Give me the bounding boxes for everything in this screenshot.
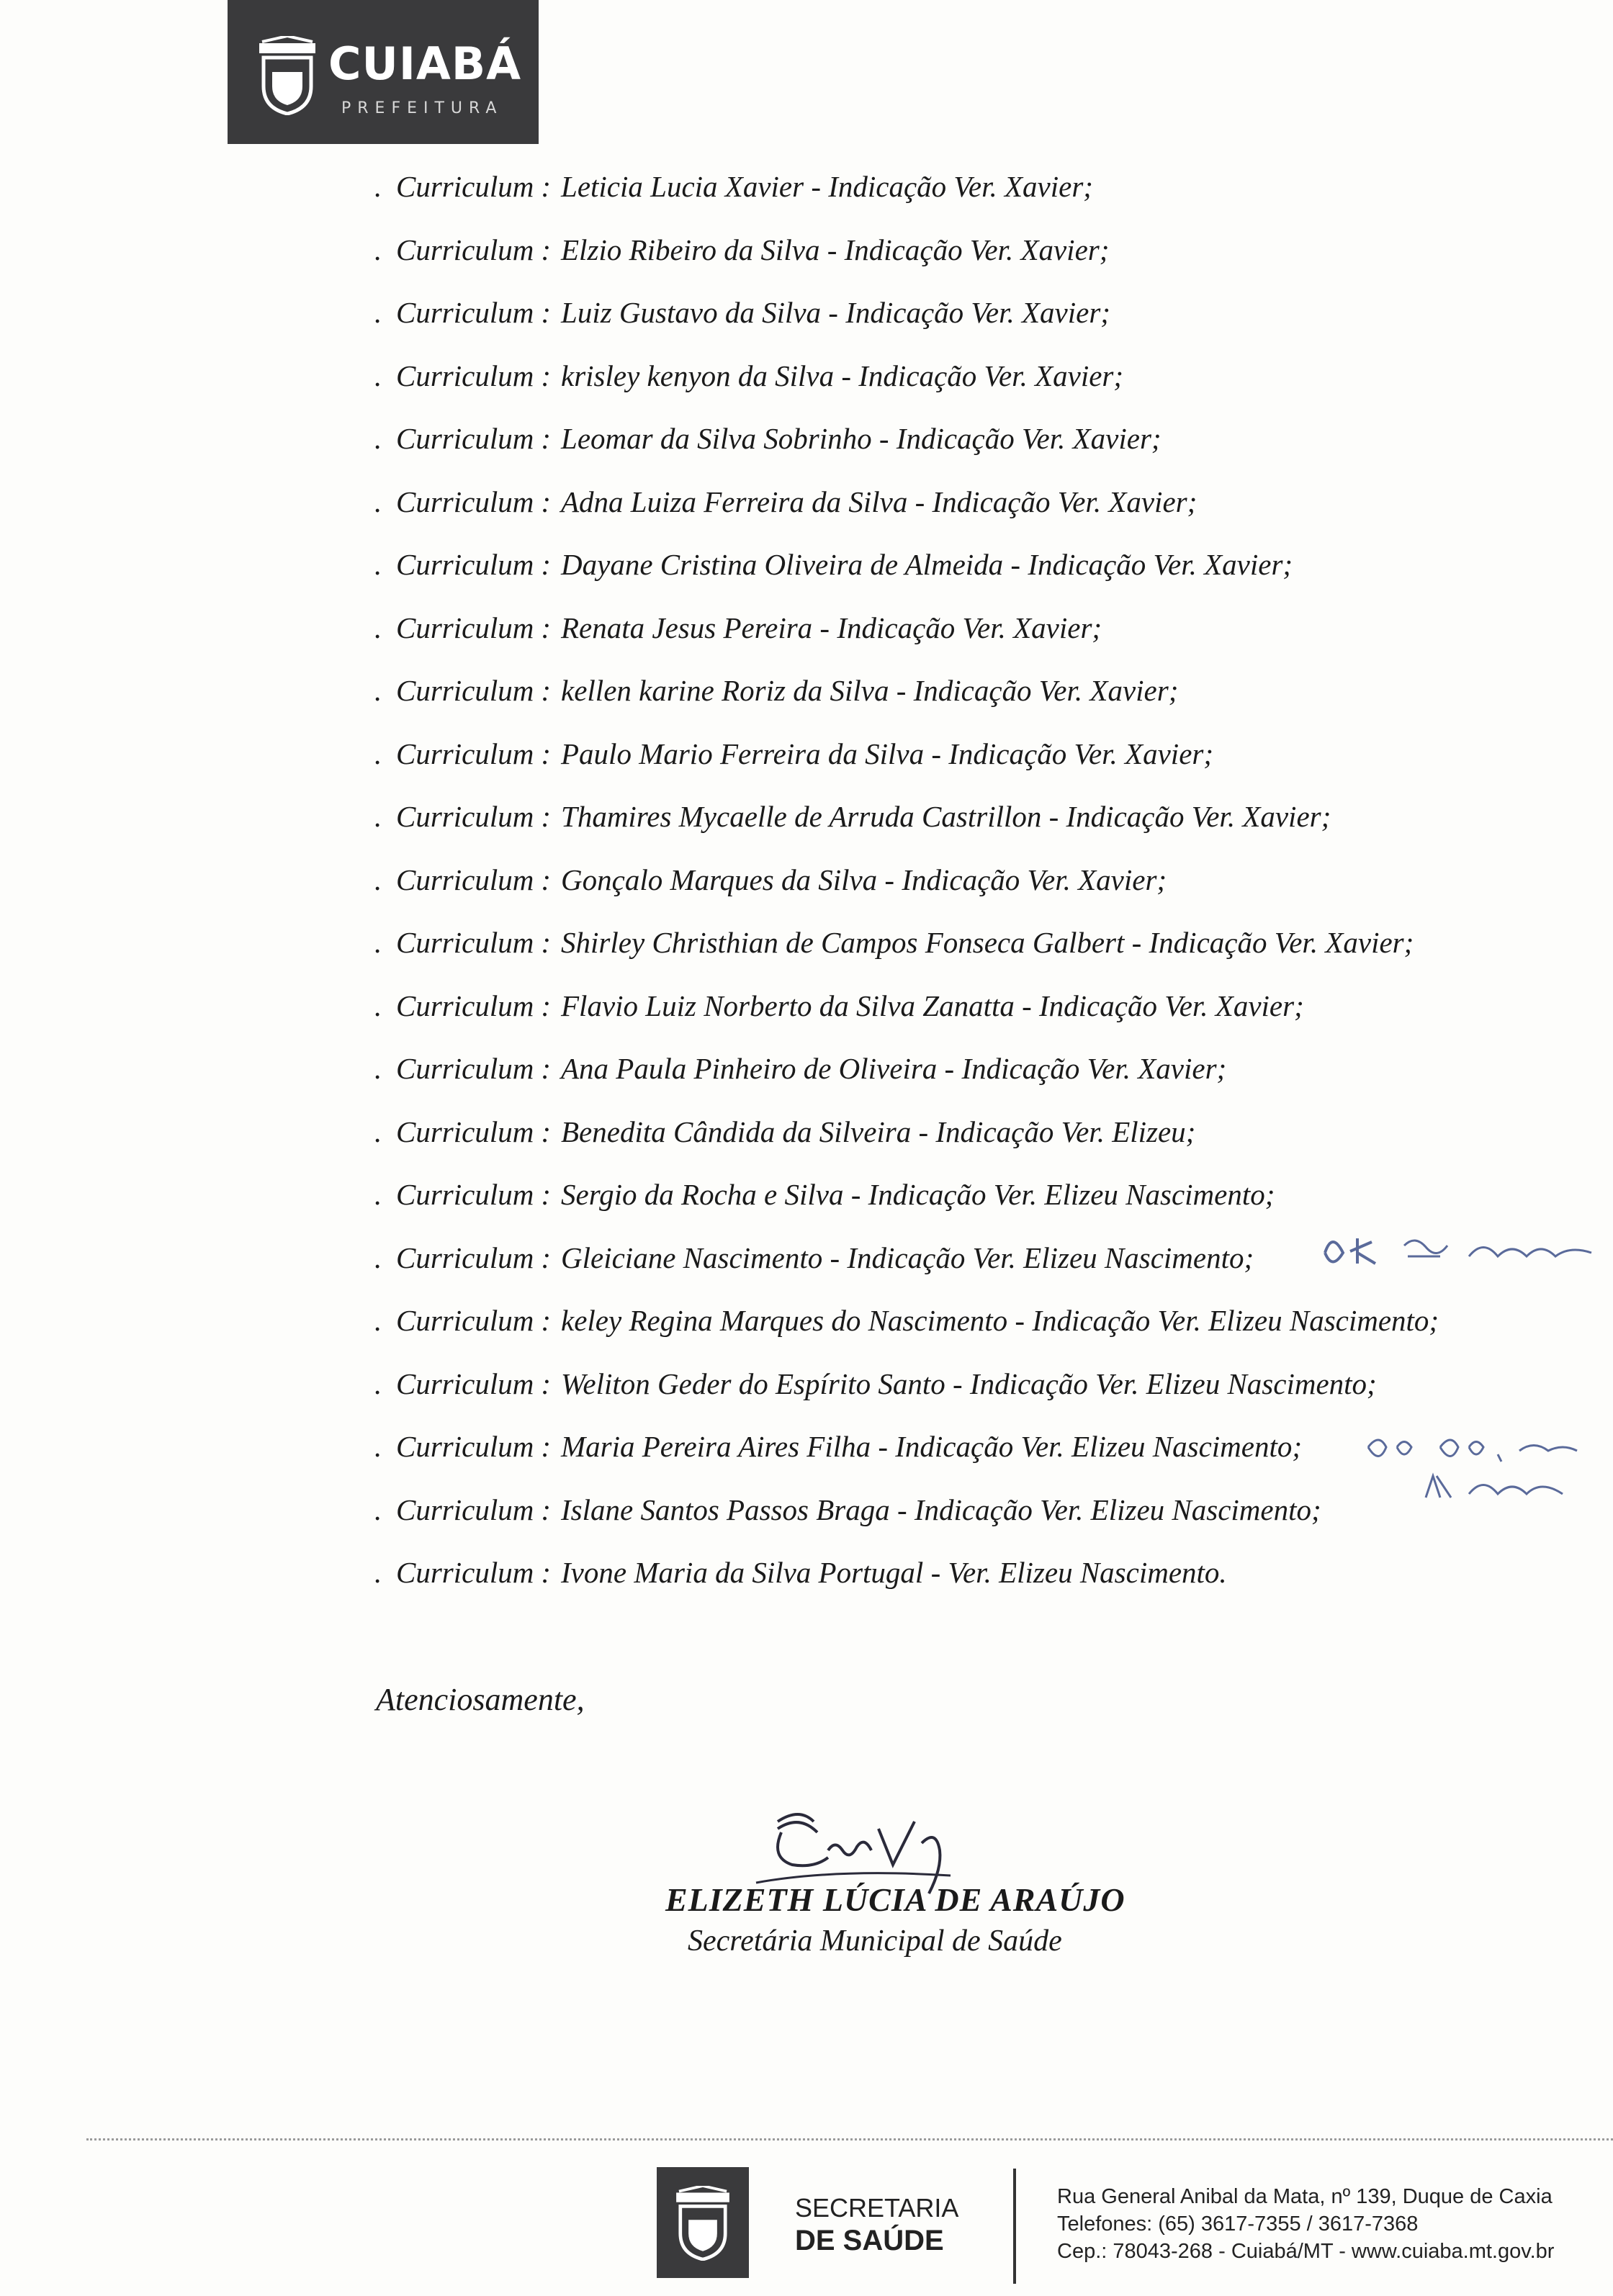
phone-line: Telefones: (65) 3617-7355 / 3617-7368 (1057, 2212, 1419, 2236)
list-item: . Curriculum : Shirley Christhian de Campos Fonseca Galbert - Indicação Ver. Xavier; (374, 926, 1414, 959)
list-item: . Curriculum : Elzio Ribeiro da Silva - Indicação Ver. Xavier; (374, 233, 1110, 266)
list-item: . Curriculum : Leticia Lucia Xavier - Indicação Ver. Xavier; (374, 170, 1093, 203)
department-name-line1: SECRETARIA (795, 2193, 959, 2223)
closing-salutation: Atenciosamente, (376, 1682, 585, 1717)
footer-vertical-divider (1013, 2169, 1016, 2284)
handwritten-date-scribble (1361, 1426, 1606, 1519)
list-item: . Curriculum : Islane Santos Passos Braga - Indicação Ver. Elizeu Nascimento; (374, 1493, 1321, 1526)
list-item: . Curriculum : Thamires Mycaelle de Arruda Castrillon - Indicação Ver. Xavier; (374, 800, 1331, 833)
footer-divider-line (86, 2138, 1613, 2140)
brand-subtitle: PREFEITURA (341, 99, 503, 117)
list-item: . Curriculum : Luiz Gustavo da Silva - Indicação Ver. Xavier; (374, 296, 1110, 329)
list-item: . Curriculum : Sergio da Rocha e Silva - Indicação Ver. Elizeu Nascimento; (374, 1178, 1275, 1211)
list-item: . Curriculum : Adna Luiza Ferreira da Silva - Indicação Ver. Xavier; (374, 485, 1198, 518)
department-name-line2: DE SAÚDE (795, 2225, 944, 2256)
list-item: . Curriculum : Benedita Cândida da Silveira - Indicação Ver. Elizeu; (374, 1115, 1196, 1148)
signer-name: ELIZETH LÚCIA DE ARAÚJO (665, 1881, 1125, 1918)
address-line: Rua General Anibal da Mata, nº 139, Duque de Caxia (1057, 2185, 1553, 2208)
footer-address (1057, 2183, 1554, 2265)
secretaria-logo (657, 2167, 749, 2278)
city-crest-icon (671, 2186, 734, 2261)
brand-name: CUIABÁ (328, 37, 522, 90)
list-item: . Curriculum : Maria Pereira Aires Filha - Indicação Ver. Elizeu Nascimento; (374, 1430, 1303, 1463)
list-item: . Curriculum : keley Regina Marques do Nascimento - Indicação Ver. Elizeu Nascimento; (374, 1304, 1439, 1337)
list-item: . Curriculum : Dayane Cristina Oliveira de Almeida - Indicação Ver. Xavier; (374, 548, 1293, 581)
list-item: . Curriculum : Paulo Mario Ferreira da Silva - Indicação Ver. Xavier; (374, 737, 1213, 770)
list-item: . Curriculum : Leomar da Silva Sobrinho - Indicação Ver. Xavier; (374, 422, 1162, 455)
list-item: . Curriculum : Ana Paula Pinheiro de Oliveira - Indicação Ver. Xavier; (374, 1052, 1227, 1085)
list-item: . Curriculum : krisley kenyon da Silva - Indicação Ver. Xavier; (374, 359, 1124, 392)
list-item: . Curriculum : Flavio Luiz Norberto da Silva Zanatta - Indicação Ver. Xavier; (374, 989, 1304, 1022)
prefeitura-logo (228, 0, 539, 144)
list-item: . Curriculum : Gleiciane Nascimento - Indicação Ver. Elizeu Nascimento; (374, 1241, 1254, 1274)
list-item: . Curriculum : Ivone Maria da Silva Portugal - Ver. Elizeu Nascimento. (374, 1556, 1227, 1589)
curricula-list (374, 156, 1555, 1605)
list-item: . Curriculum : kellen karine Roriz da Silva - Indicação Ver. Xavier; (374, 674, 1179, 707)
list-item: . Curriculum : Weliton Geder do Espírito Santo - Indicação Ver. Elizeu Nascimento; (374, 1367, 1377, 1400)
city-crest-icon (255, 36, 320, 115)
list-item: . Curriculum : Renata Jesus Pereira - Indicação Ver. Xavier; (374, 611, 1102, 644)
cep-website-line: Cep.: 78043-268 - Cuiabá/MT - www.cuiaba.mt.gov.br (1057, 2240, 1555, 2263)
handwritten-note-scribble (1318, 1224, 1606, 1274)
list-item: . Curriculum : Gonçalo Marques da Silva - Indicação Ver. Xavier; (374, 863, 1167, 896)
signer-role: Secretária Municipal de Saúde (688, 1924, 1062, 1958)
